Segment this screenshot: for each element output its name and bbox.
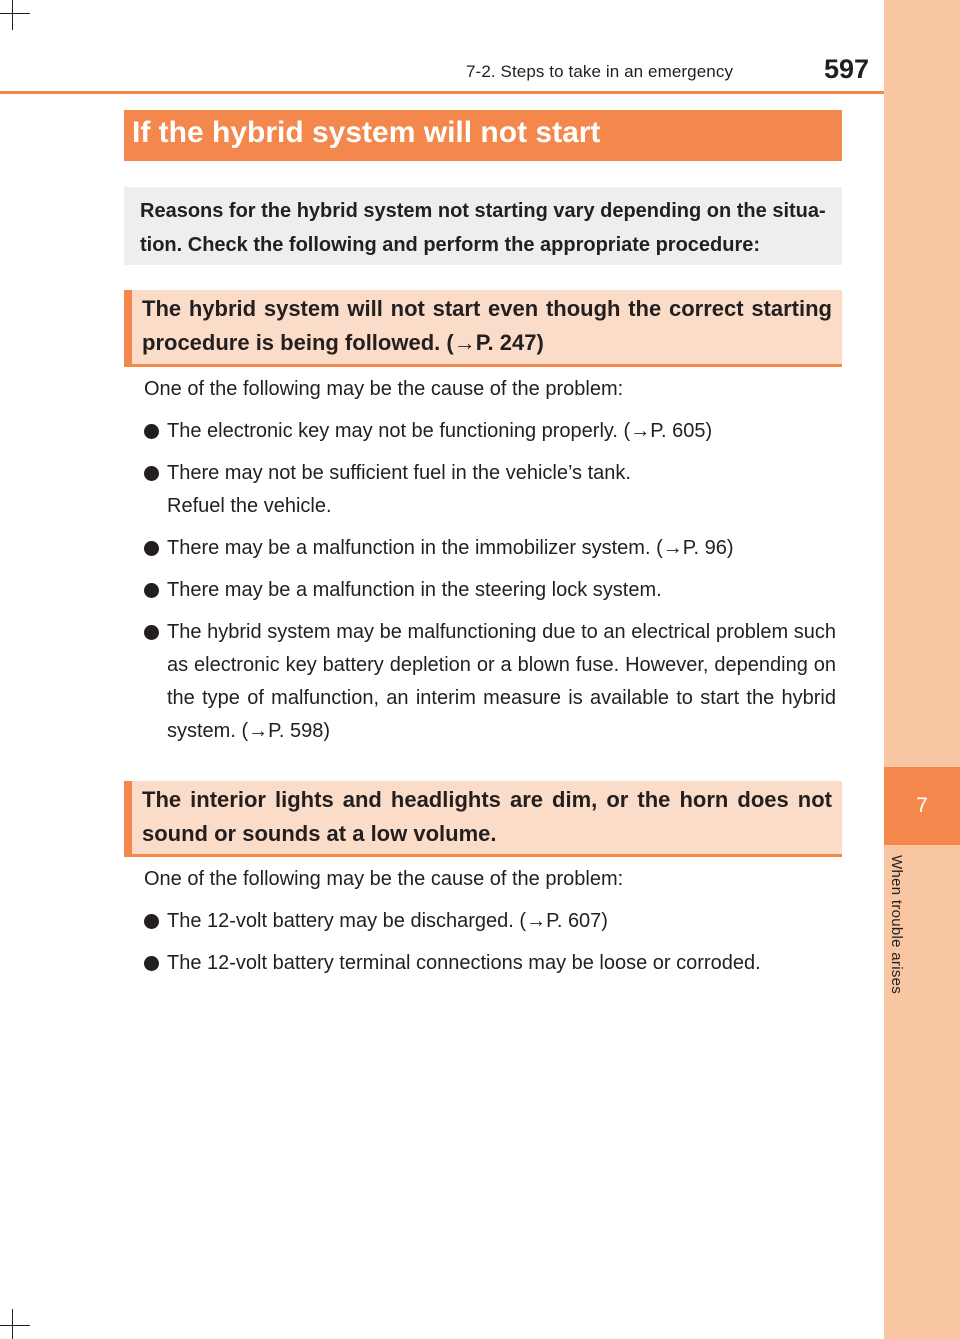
list-item — [144, 532, 836, 565]
crop-mark — [12, 1309, 13, 1339]
chapter-title: When trouble arises — [888, 855, 905, 995]
bullet-icon — [144, 914, 159, 929]
list-item — [144, 905, 836, 938]
bullet-icon — [144, 541, 159, 556]
chapter-side-tab — [884, 0, 960, 1339]
subheading-text: The interior lights and headlights are dim, or the horn does not sound or sounds at a low volume. — [142, 787, 832, 846]
list-item-text: There may not be sufficient fuel in the vehicle’s tank. — [167, 462, 631, 484]
page-title: If the hybrid system will not start — [124, 110, 842, 161]
list-item — [144, 415, 836, 448]
list-item — [144, 457, 836, 523]
bullet-icon — [144, 583, 159, 598]
chapter-number: 7 — [916, 794, 928, 817]
bullet-icon — [144, 625, 159, 640]
subheading-text: The hybrid system will not start even though the correct starting procedure is being followed. (→P. 247) — [142, 296, 832, 355]
subheading — [124, 781, 842, 857]
list-item — [144, 616, 836, 748]
list-item-text: The 12-volt battery terminal connections may be loose or corroded. — [167, 952, 761, 974]
chapter-number-tab — [884, 767, 960, 845]
crop-mark — [0, 13, 30, 14]
bullet-icon — [144, 424, 159, 439]
intro-box — [124, 187, 842, 265]
list-item-text: There may be a malfunction in the steering lock system. — [167, 579, 662, 601]
list-item-subtext: Refuel the vehicle. — [167, 495, 332, 517]
crop-mark — [0, 1325, 30, 1326]
header-rule — [0, 91, 884, 94]
subheading — [124, 290, 842, 367]
bullet-icon — [144, 956, 159, 971]
list-item-text: The 12-volt battery may be discharged. (→P. 607) — [167, 910, 608, 932]
list-item-text: The electronic key may not be functioning properly. (→P. 605) — [167, 420, 713, 442]
intro-text: Reasons for the hybrid system not starting vary depending on the situa-tion. Check the following and perform the appropriate procedure: — [140, 200, 826, 256]
lead-paragraph: One of the following may be the cause of the problem: — [144, 868, 624, 890]
list-item — [144, 574, 836, 607]
bullet-icon — [144, 466, 159, 481]
list-item-text: The hybrid system may be malfunctioning due to an electrical problem such as electronic key battery depletion or a blown fuse. However, depending on the type of malfunction, an interim measure is available to start the hybrid system. (→P. 598) — [167, 621, 836, 742]
list-item-text: There may be a malfunction in the immobilizer system. (→P. 96) — [167, 537, 734, 559]
list-item — [144, 947, 836, 980]
lead-paragraph: One of the following may be the cause of the problem: — [144, 378, 624, 400]
running-header: 7-2. Steps to take in an emergency — [466, 62, 734, 81]
crop-mark — [12, 0, 13, 30]
page-number: 597 — [824, 54, 870, 84]
